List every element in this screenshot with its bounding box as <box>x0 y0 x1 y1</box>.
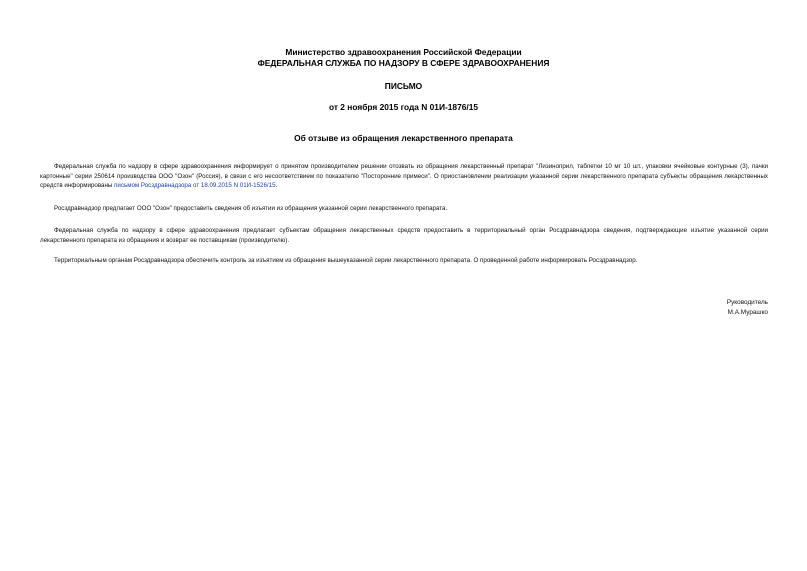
document-date: от 2 ноября 2015 года N 01И-1876/15 <box>328 102 479 112</box>
document-subject: Об отзыве из обращения лекарственного препарата <box>294 133 513 143</box>
signature-name: М.А.Мурашко <box>727 309 768 316</box>
document-type: ПИСЬМО <box>384 81 423 91</box>
paragraph-4: Территориальным органам Росздравнадзора обеспечить контроль за изъятием из обращения вышеуказанной серии лекарственного препарата. О проведенной работе информировать Росздравнадзор. <box>54 257 638 264</box>
paragraph-1-end: . <box>275 182 278 189</box>
ministry-name: Министерство здравоохранения Российской Федерации <box>285 47 522 57</box>
letter-reference-link[interactable]: письмом Росздравнадзора от 18.09.2015 N 01И-1526/15 <box>114 182 276 189</box>
paragraph-3: Федеральная служба по надзору в сфере здравоохранения предлагает субъектам обращения лекарственных средств предоставить в территориальный орган Росздравнадзора сведения, подтверждающие изъятие указанной серии лекарственного препарата из обращения и возврат ее поставщикам (производителю). <box>40 227 768 244</box>
signature-block <box>727 298 768 318</box>
service-name: ФЕДЕРАЛЬНАЯ СЛУЖБА ПО НАДЗОРУ В СФЕРЕ ЗДРАВООХРАНЕНИЯ <box>257 58 550 68</box>
paragraph-2: Росздравнадзор предлагает ООО "Озон" предоставить сведения об изъятии из обращения указанной серии лекарственного препарата. <box>54 205 448 212</box>
signature-title: Руководитель <box>726 299 768 306</box>
paragraph-1-text: Федеральная служба по надзору в сфере здравоохранения информирует о принятом производителем решении отозвать из обращения лекарственный препарат "Лизиноприл, таблетки 10 мг 10 шт., упаковки ячейковые контурные (3), пачки картонные" серии 250614 производства ООО "Озон" (Россия), в связи с его несоответствием по показателю "Посторонние примеси". О приостановлении реализации указанной серии лекарственного препарата субъекты обращения лекарственных средств информированы <box>40 163 768 189</box>
paragraph-1 <box>40 162 768 191</box>
